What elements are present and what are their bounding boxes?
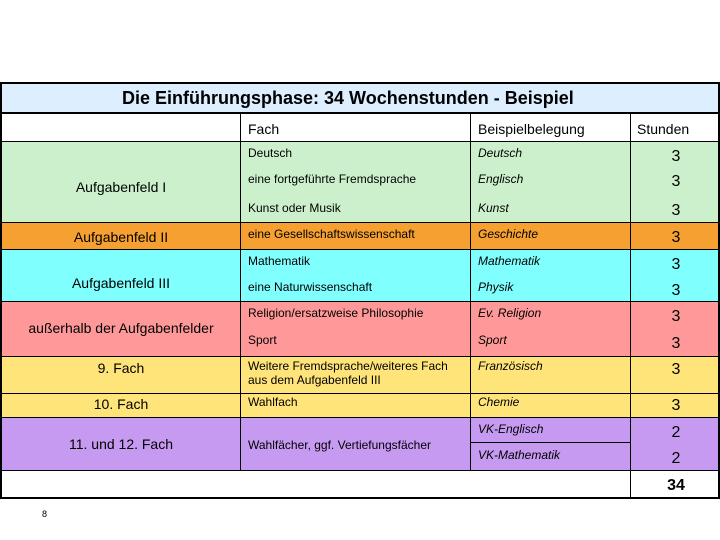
- row-divider: [2, 470, 718, 471]
- row-belegung: Mathematik: [478, 254, 541, 268]
- row-fach: Deutsch: [248, 146, 293, 160]
- row-stunden: 3: [671, 282, 681, 299]
- group-aufgabenfeld-2: Aufgabenfeld II: [73, 229, 169, 245]
- row-stunden: 3: [671, 256, 681, 273]
- row-stunden: 3: [671, 202, 681, 219]
- header-beispielbelegung: Beispielbelegung: [478, 121, 585, 137]
- row-belegung: Physik: [478, 280, 514, 294]
- row-belegung: Geschichte: [478, 227, 539, 241]
- group-10-fach: 10. Fach: [93, 396, 149, 412]
- row-stunden: 2: [671, 424, 681, 441]
- header-stunden: Stunden: [637, 121, 690, 137]
- header-fach: Fach: [248, 121, 280, 137]
- row-divider: [2, 249, 718, 250]
- row-fach: eine Gesellschaftswissenschaft: [248, 227, 415, 241]
- row-belegung: Ev. Religion: [478, 306, 542, 320]
- group-aufgabenfeld-3: Aufgabenfeld III: [71, 275, 171, 291]
- row-divider: [2, 141, 718, 142]
- group-aufgabenfeld-1: Aufgabenfeld I: [75, 179, 167, 195]
- row-belegung: Chemie: [478, 395, 520, 409]
- row-stunden: 3: [671, 229, 681, 246]
- page-number: 8: [42, 509, 48, 519]
- row-fach: Wahlfächer, ggf. Vertiefungsfächer: [248, 438, 431, 452]
- row-stunden: 3: [671, 361, 681, 378]
- group-9-fach: 9. Fach: [97, 360, 145, 376]
- total-stunden: 34: [667, 477, 685, 494]
- row-stunden: 3: [671, 397, 681, 414]
- row-belegung: Sport: [478, 333, 507, 347]
- row-fach: Wahlfach: [248, 395, 298, 409]
- row-belegung: Französisch: [478, 359, 543, 373]
- row-fach: Sport: [248, 333, 277, 347]
- row-fach: Mathematik: [248, 254, 311, 268]
- row-belegung: Englisch: [478, 172, 524, 186]
- slide-title: Die Einführungsphase: 34 Wochenstunden - Beispiel: [0, 82, 720, 114]
- row-fach: Kunst oder Musik: [248, 201, 341, 215]
- row-divider: [2, 393, 718, 394]
- row-stunden: 3: [671, 308, 681, 325]
- row-divider: [2, 356, 718, 357]
- row-stunden: 3: [671, 335, 681, 352]
- row-divider: [2, 301, 718, 302]
- row-belegung: Deutsch: [478, 146, 523, 160]
- row-divider: [2, 417, 718, 418]
- row-fach: eine Naturwissenschaft: [248, 280, 373, 294]
- row-belegung: VK-Englisch: [478, 422, 544, 436]
- row-belegung: Kunst: [478, 201, 509, 215]
- row-fach: Religion/ersatzweise Philosophie: [248, 306, 424, 320]
- row-stunden: 3: [671, 173, 681, 190]
- row-divider: [470, 442, 630, 443]
- group-11-12-fach: 11. und 12. Fach: [68, 436, 174, 452]
- row-fach: eine fortgeführte Fremdsprache: [248, 172, 417, 186]
- row-divider: [2, 222, 718, 223]
- column-divider: [630, 114, 631, 499]
- row-stunden: 3: [671, 148, 681, 165]
- row-stunden: 2: [671, 450, 681, 467]
- group-ausserhalb: außerhalb der Aufgabenfelder: [28, 320, 214, 336]
- row-belegung: VK-Mathematik: [478, 448, 561, 462]
- row-fach: Weitere Fremdsprache/weiteres Fach aus dem Aufgabenfeld III: [248, 359, 448, 387]
